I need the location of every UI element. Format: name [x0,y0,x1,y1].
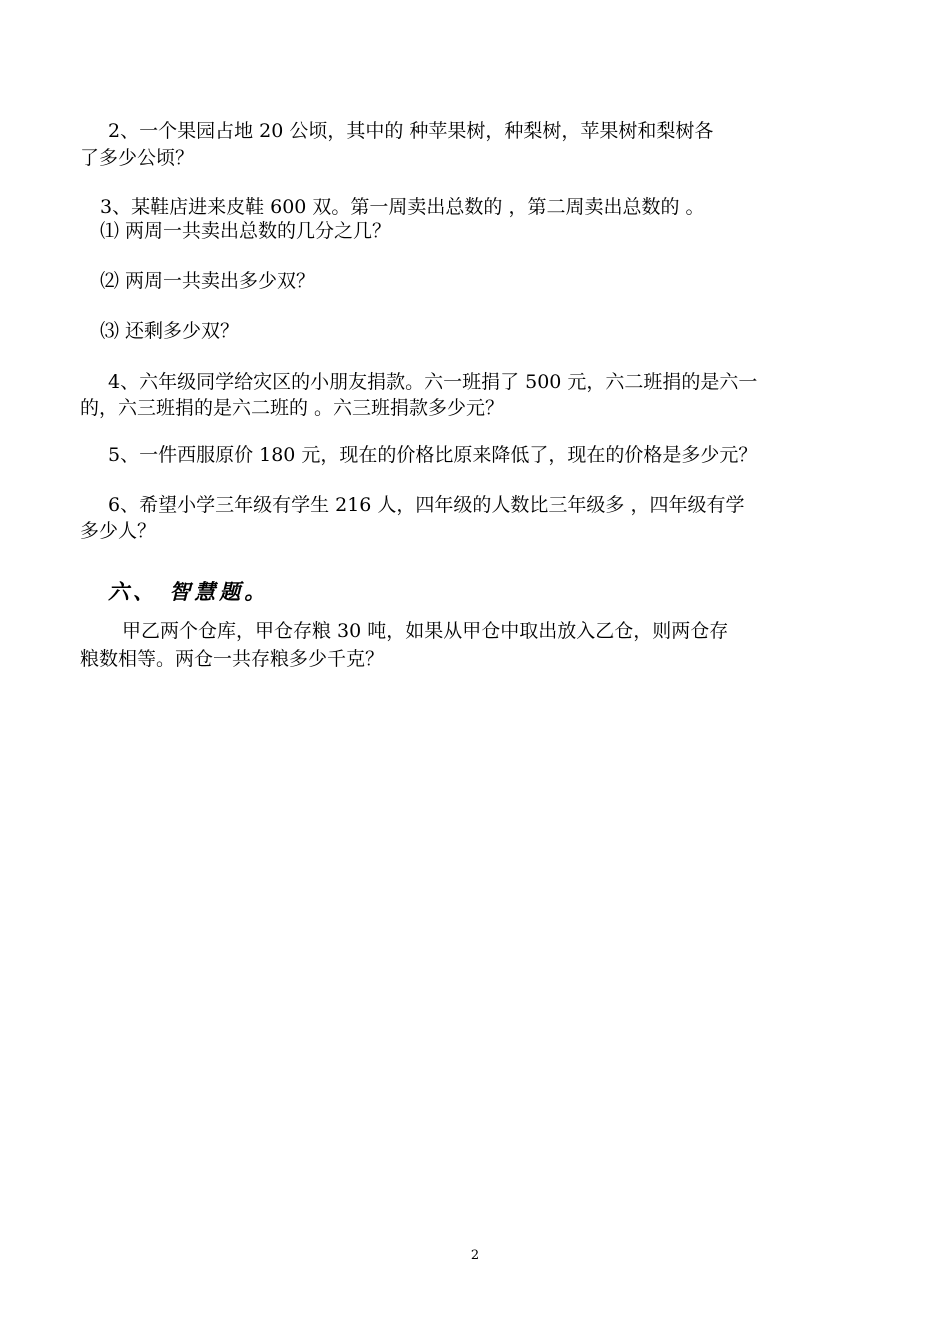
problem-6-line-1: 6、希望小学三年级有学生 216 人，四年级的人数比三年级多 ，四年级有学 [108,494,745,516]
problem-3-sub-2: ⑵ 两周一共卖出多少双？ [100,270,316,292]
problem-2-line-2: 了多少公顷？ [80,147,195,169]
problem-3-line-1: 3、某鞋店进来皮鞋 600 双。第一周卖出总数的 ，第二周卖出总数的 。 [100,196,705,218]
problem-4-line-1: 4、六年级同学给灾区的小朋友捐款。六一班捐了 500 元，六二班捐的是六一 [108,371,758,393]
problem-6-line-2: 多少人？ [80,520,157,542]
section-6-line-2: 粮数相等。两仓一共存粮多少千克？ [80,648,385,670]
section-6-heading: 六、 智慧题。 [108,579,270,604]
problem-2-line-1: 2、一个果园占地 20 公顷，其中的 种苹果树，种梨树，苹果树和梨树各 [108,120,714,142]
page-number: 2 [470,1248,480,1263]
problem-5-line-1: 5、一件西服原价 180 元，现在的价格比原来降低了，现在的价格是多少元？ [108,444,758,466]
problem-3-sub-1: ⑴ 两周一共卖出总数的几分之几？ [100,220,392,242]
section-6-line-1: 甲乙两个仓库，甲仓存粮 30 吨，如果从甲仓中取出放入乙仓，则两仓存 [122,620,729,642]
problem-3-sub-3: ⑶ 还剩多少双？ [100,320,240,342]
problem-4-line-2: 的，六三班捐的是六二班的 。六三班捐款多少元？ [80,397,505,419]
